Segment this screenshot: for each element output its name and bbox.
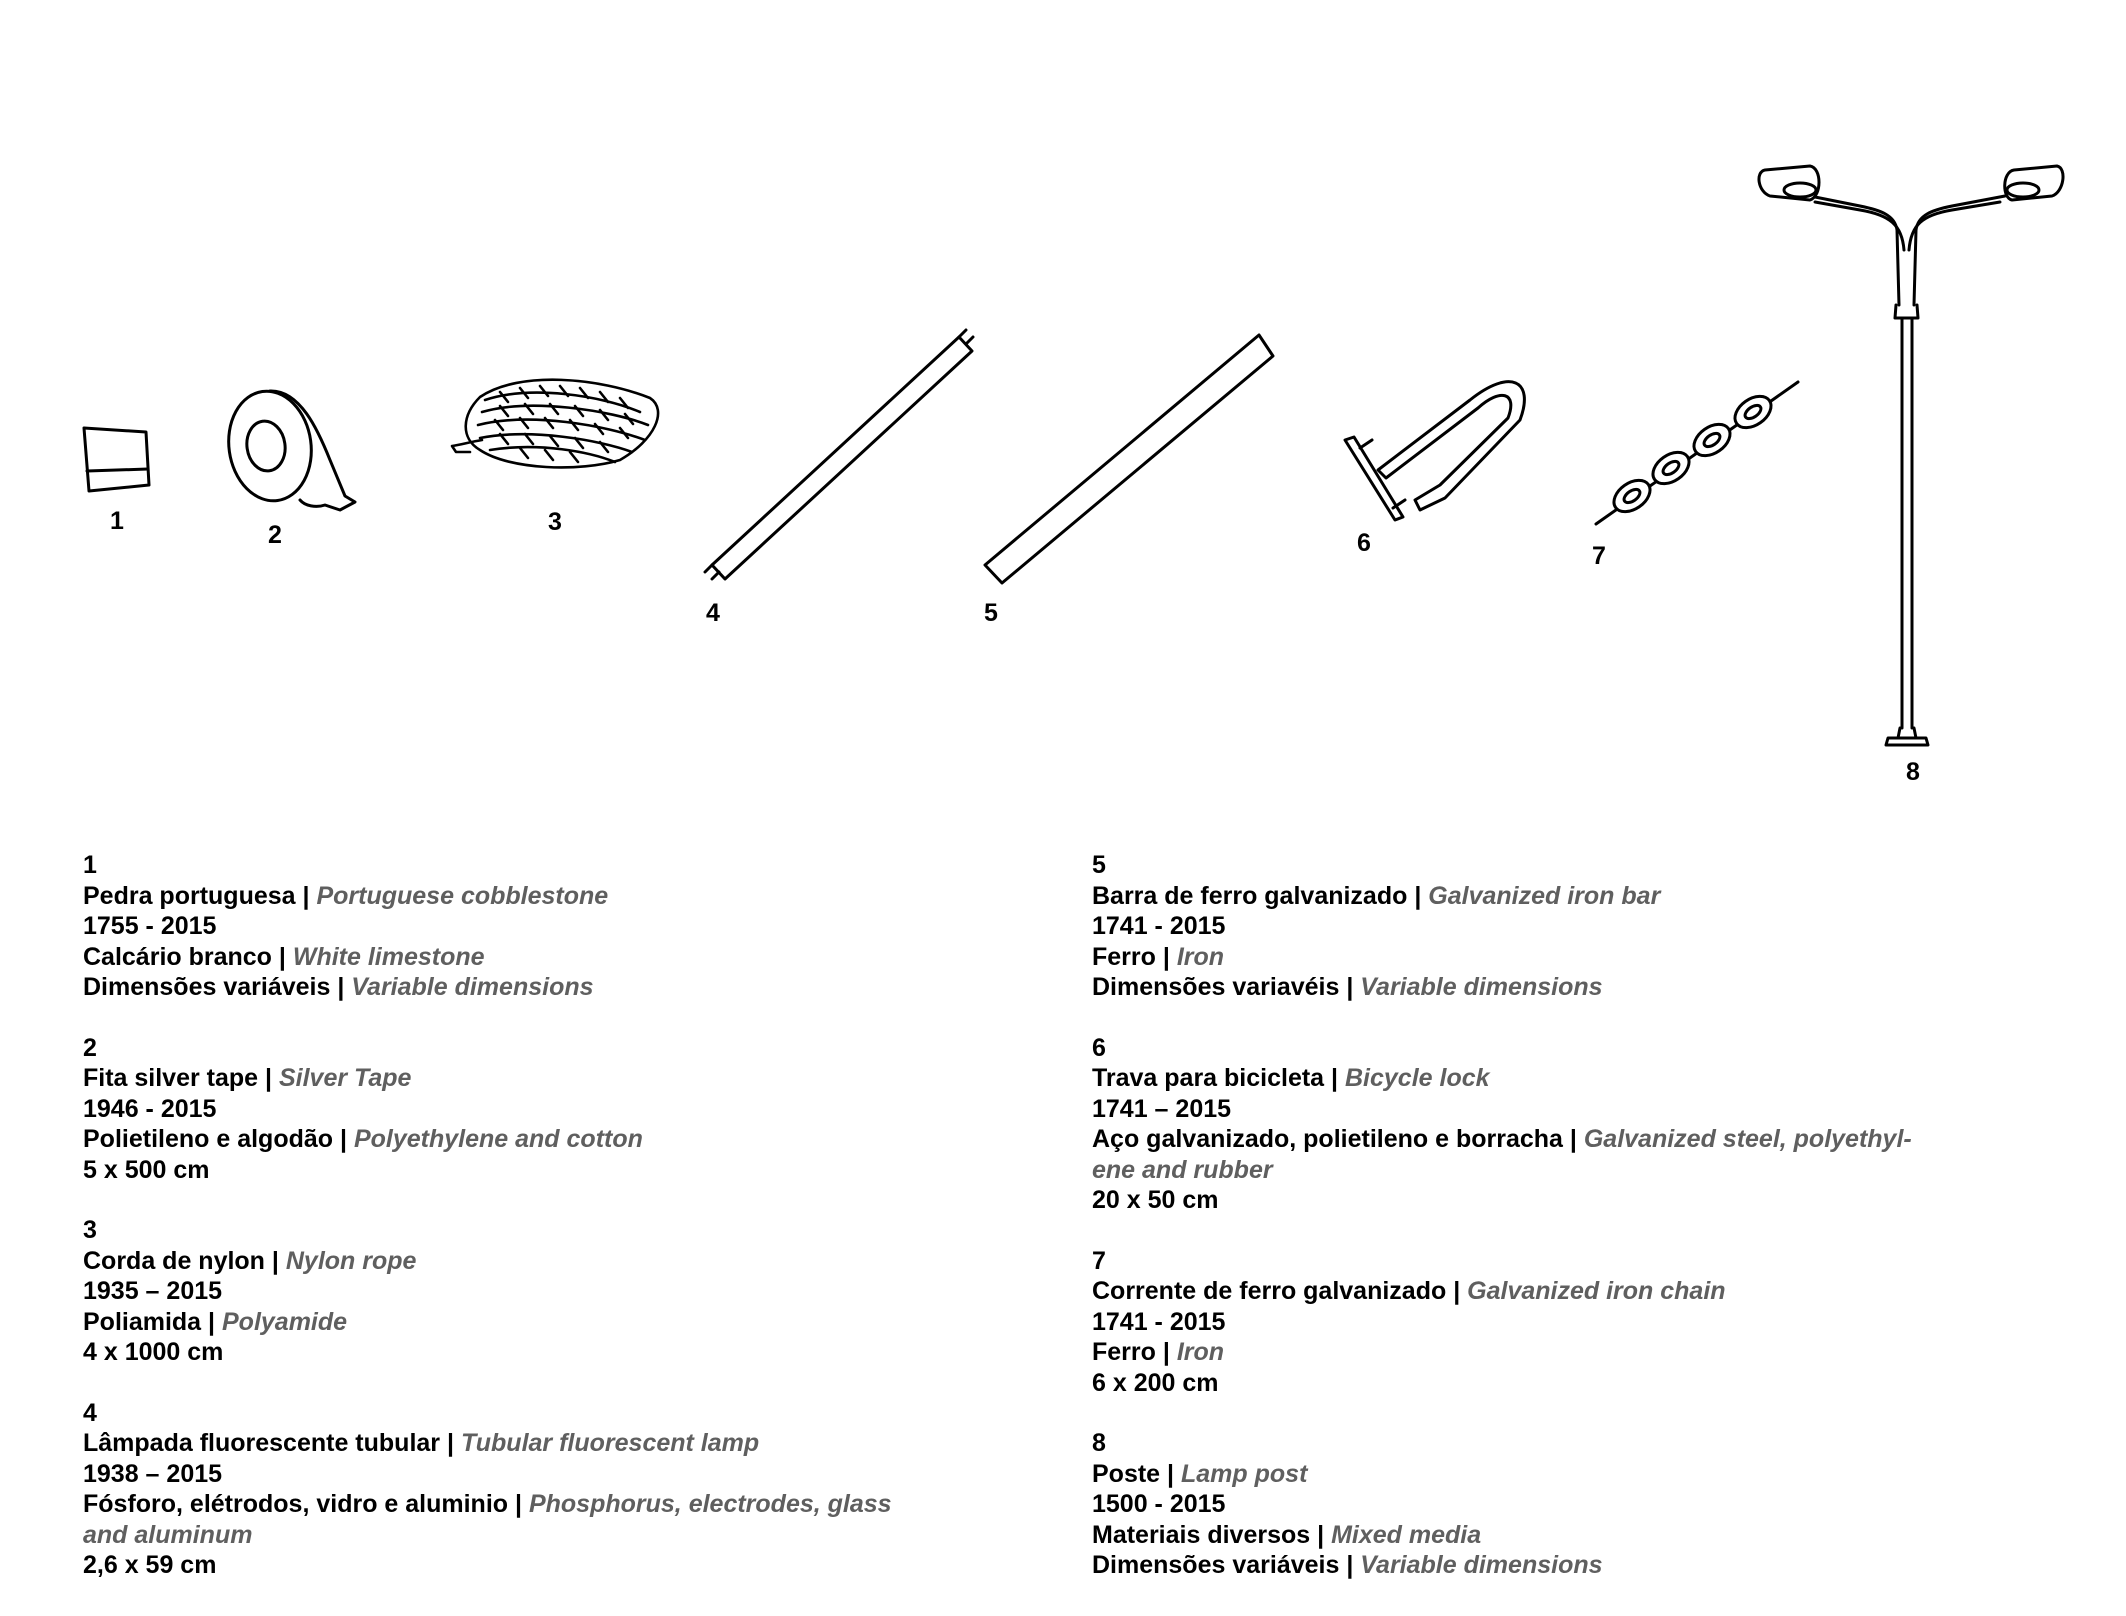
caption-entry-2	[83, 1033, 923, 1186]
entry-dimensions: 6 x 200 cm	[1092, 1368, 1219, 1397]
caption-entry-6	[1092, 1033, 1952, 1216]
captions-left-column	[83, 850, 923, 1611]
entry-title: Corrente de ferro galvanizado | Galvanized iron chain	[1092, 1277, 1726, 1305]
entry-material: Ferro | Iron	[1092, 1338, 1225, 1366]
entry-years: 1938 – 2015	[83, 1459, 223, 1488]
entry-title: Pedra portuguesa | Portuguese cobblestone	[83, 881, 609, 910]
entry-number: 3	[83, 1216, 97, 1244]
illustration-number: 1	[110, 507, 124, 535]
entry-material: Poliamida | Polyamide	[83, 1307, 348, 1336]
entry-material: Materiais diversos | Mixed media	[1092, 1520, 1482, 1549]
entry-dimensions: Dimensões variáveis | Variable dimensions	[1092, 1551, 1603, 1579]
entry-number: 6	[1092, 1033, 1106, 1062]
illustration-number: 7	[1592, 542, 1606, 570]
chain-icon	[1596, 382, 1798, 524]
tape-roll-icon	[222, 386, 355, 510]
entry-title: Corda de nylon | Nylon rope	[83, 1246, 417, 1275]
entry-number: 2	[83, 1033, 97, 1062]
entry-number: 1	[83, 851, 97, 879]
illustration-number: 4	[706, 599, 720, 627]
entry-material: Aço galvanizado, polietileno e borracha | Galvanized steel, polyethyl-ene and rubber	[1092, 1125, 1912, 1184]
caption-entry-8	[1092, 1428, 1952, 1581]
entry-dimensions: 2,6 x 59 cm	[83, 1551, 217, 1579]
caption-entry-3	[83, 1215, 923, 1368]
entry-years: 1946 - 2015	[83, 1094, 217, 1123]
entry-number: 5	[1092, 851, 1106, 879]
entry-years: 1755 - 2015	[83, 912, 217, 940]
entry-years: 1935 – 2015	[83, 1277, 223, 1305]
entry-years: 1741 - 2015	[1092, 1307, 1226, 1336]
fluorescent-tube-icon	[705, 330, 973, 579]
entry-years: 1741 – 2015	[1092, 1094, 1232, 1123]
entry-title: Lâmpada fluorescente tubular | Tubular fluorescent lamp	[83, 1429, 760, 1457]
entry-years: 1500 - 2015	[1092, 1490, 1226, 1518]
caption-entry-5	[1092, 850, 1952, 1003]
entry-number: 8	[1092, 1429, 1106, 1457]
entry-dimensions: 4 x 1000 cm	[83, 1338, 224, 1366]
entry-dimensions: Dimensões variáveis | Variable dimensions	[83, 973, 594, 1001]
coiled-rope-icon	[452, 380, 658, 468]
entry-dimensions: 20 x 50 cm	[1092, 1186, 1219, 1214]
illustration-number: 8	[1906, 758, 1920, 786]
bicycle-lock-icon	[1345, 382, 1524, 520]
caption-entry-1	[83, 850, 923, 1003]
illustration-number: 6	[1357, 529, 1371, 557]
illustration-number: 2	[268, 521, 282, 549]
entry-dimensions: 5 x 500 cm	[83, 1155, 210, 1184]
entry-title: Trava para bicicleta | Bicycle lock	[1092, 1064, 1490, 1092]
caption-entry-4	[83, 1398, 923, 1581]
entry-title: Fita silver tape | Silver Tape	[83, 1064, 412, 1092]
entry-material: Fósforo, elétrodos, vidro e aluminio | Phosphorus, electrodes, glass and aluminum	[83, 1490, 892, 1549]
caption-entry-7	[1092, 1246, 1952, 1399]
illustration-number: 5	[984, 599, 998, 627]
entry-years: 1741 - 2015	[1092, 912, 1226, 940]
cobblestone-icon	[84, 428, 149, 491]
entry-number: 7	[1092, 1246, 1106, 1275]
entry-title: Poste | Lamp post	[1092, 1459, 1308, 1488]
entry-material: Polietileno e algodão | Polyethylene and cotton	[83, 1125, 643, 1153]
illustration-number: 3	[548, 508, 562, 536]
captions-right-column	[1092, 850, 1952, 1611]
entry-material: Calcário branco | White limestone	[83, 942, 485, 971]
entry-material: Ferro | Iron	[1092, 942, 1225, 971]
iron-bar-icon	[985, 335, 1273, 583]
entry-number: 4	[83, 1398, 97, 1427]
lamp-post-icon	[1759, 166, 2063, 745]
entry-title: Barra de ferro galvanizado | Galvanized iron bar	[1092, 881, 1661, 910]
entry-dimensions: Dimensões variavéis | Variable dimensions	[1092, 973, 1603, 1001]
